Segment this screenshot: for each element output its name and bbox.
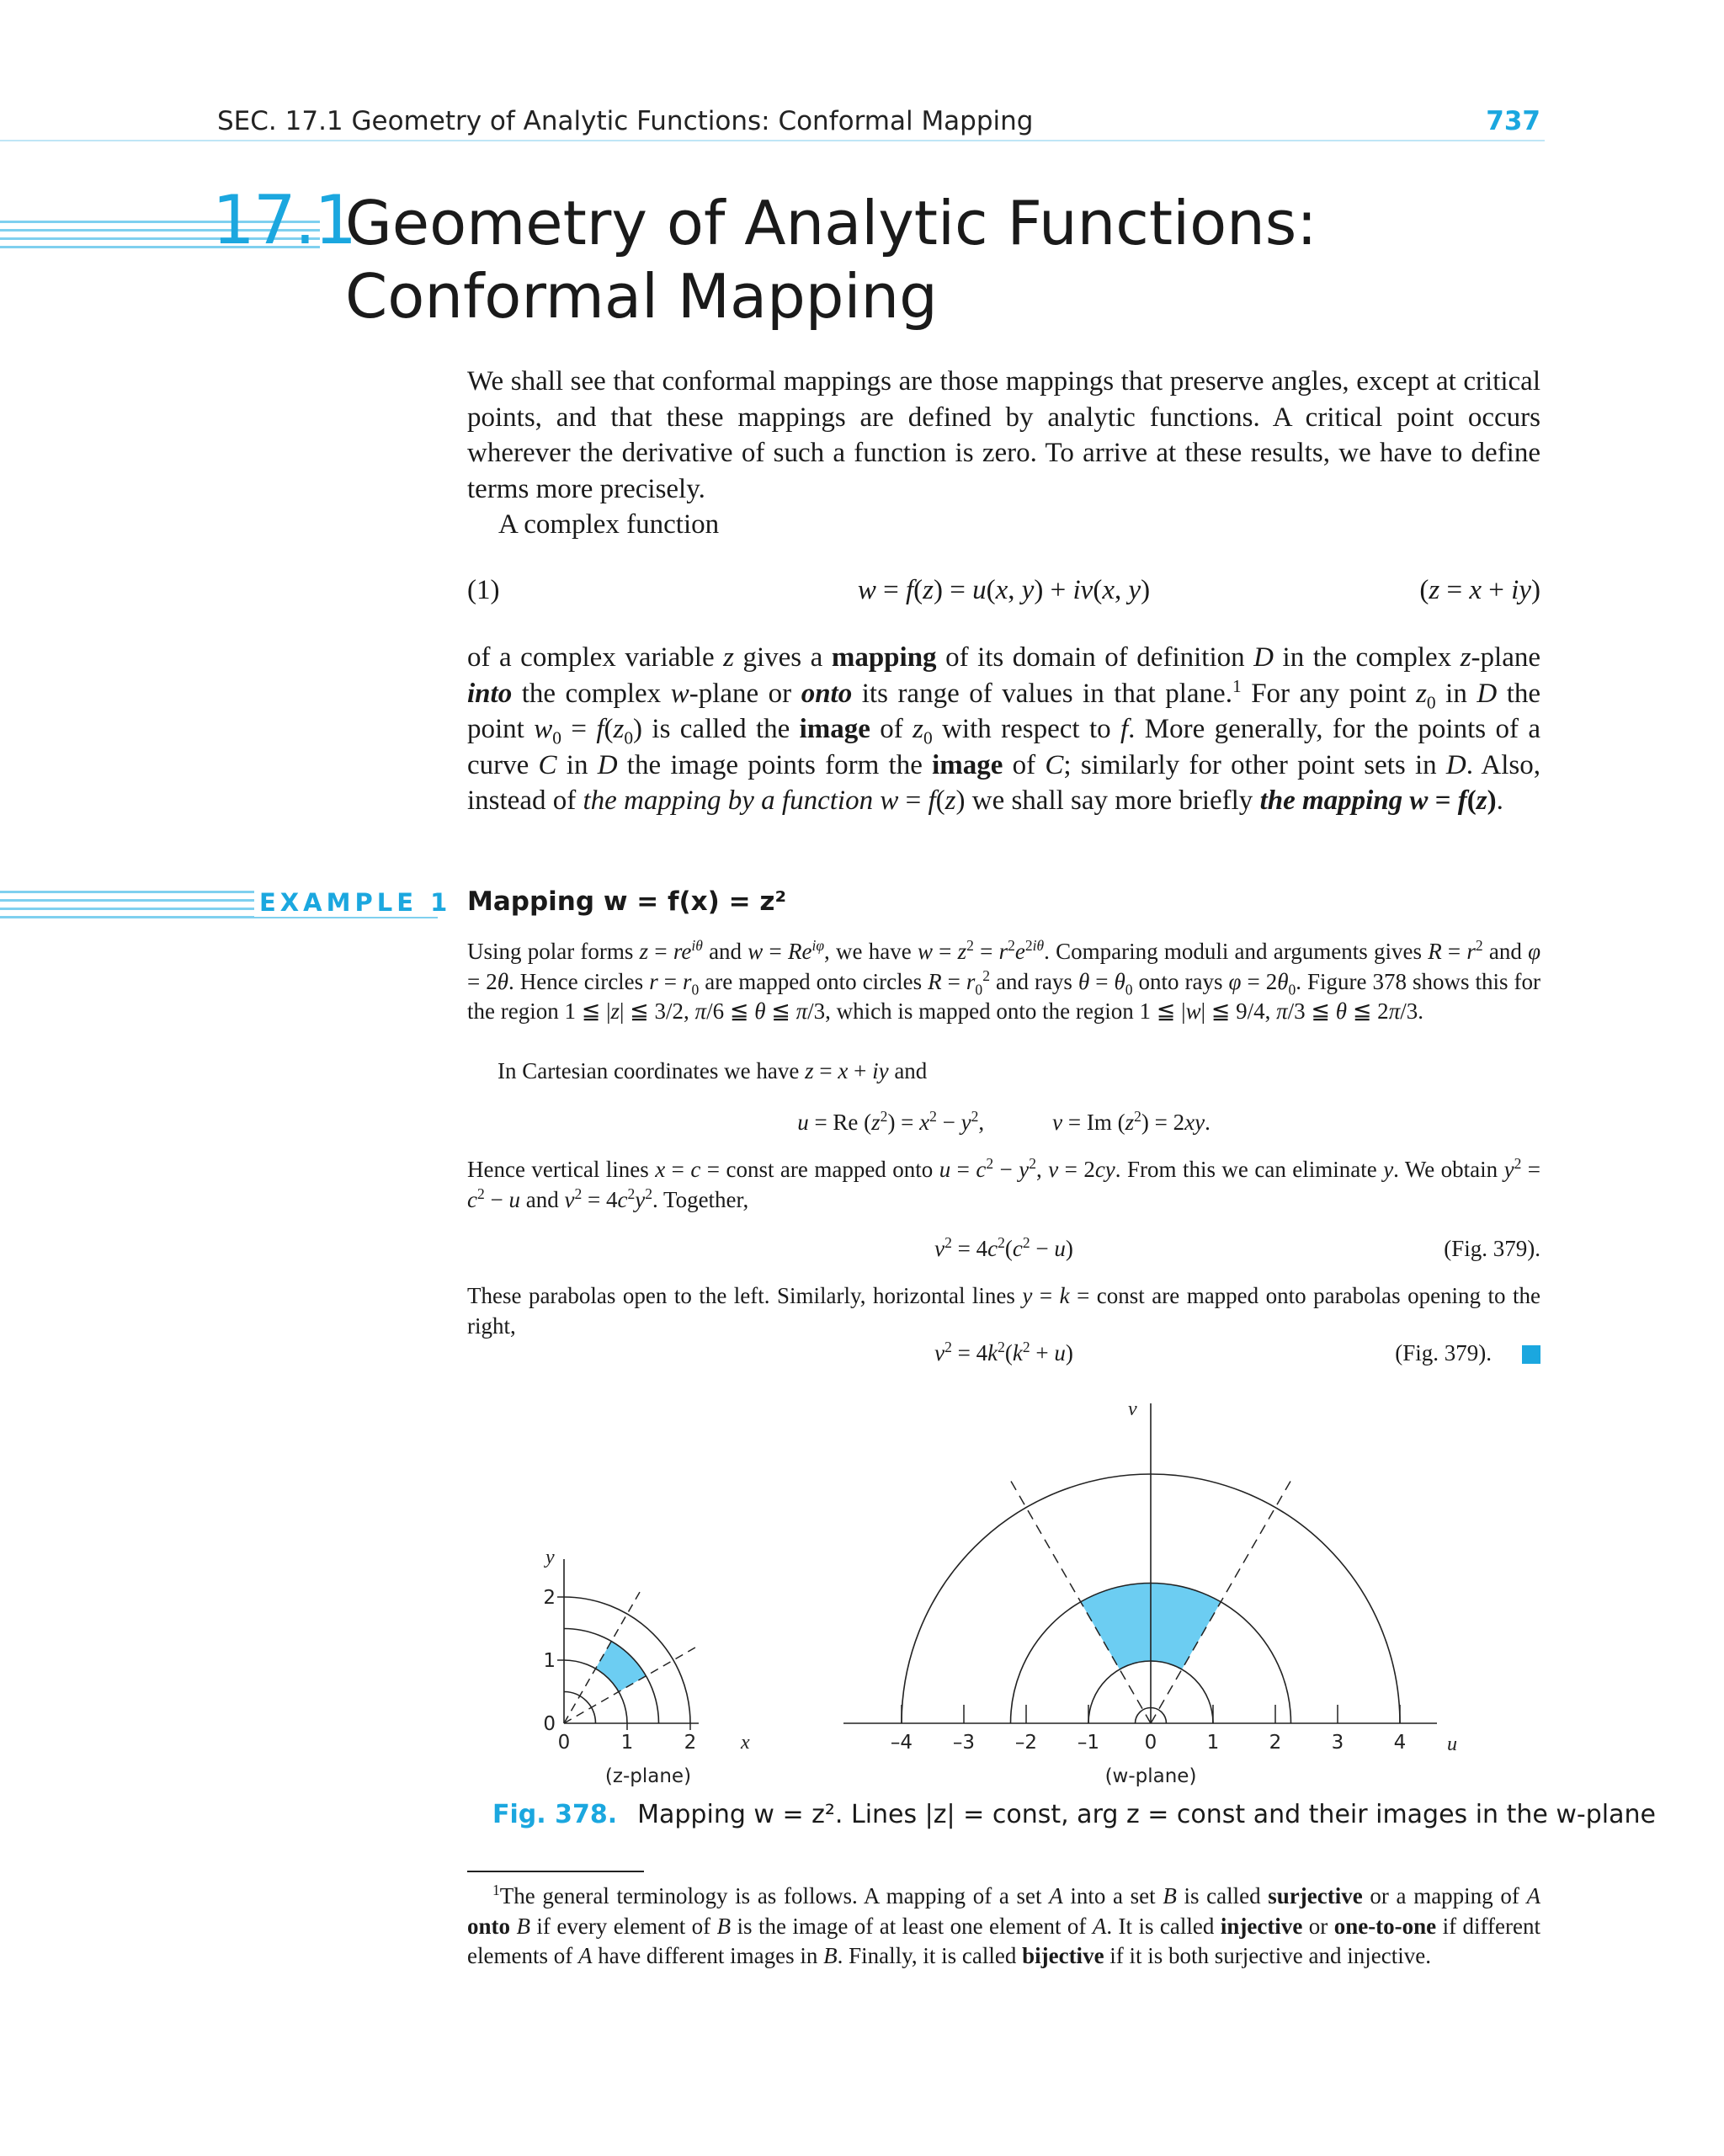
- running-head-section: SEC. 17.1 Geometry of Analytic Functions: Conformal Mapping: [217, 106, 1034, 136]
- footnote-rule: [467, 1871, 644, 1872]
- equation-number: (1): [467, 575, 500, 605]
- mapping-paragraph: of a complex variable z gives a mapping of its domain of definition D in the complex z-plane into the complex w-plane or onto its range of values in that plane.$^1$ For any point $z_0$ in D the point $w_0 = f(z_0)$ is called the image of $z_0$ with respect to f. More generally, for the points of a curve C in D the image points form the image of C; similarly for other point sets in D. Also, instead of the mapping by a function w = f(z) we shall say more briefly the mapping w = f(z).: [467, 642, 1541, 816]
- parabola-ref-2: (Fig. 379).: [1395, 1340, 1492, 1365]
- uv-equation: u = Re $(z^2) = x^2 - y^2$, v = Im $(z^2) = 2xy$.: [797, 1108, 1211, 1135]
- w-u-tick-label: 3: [1331, 1732, 1344, 1754]
- equation-condition: (z = x + iy): [1419, 575, 1540, 605]
- z-x-tick-label: 2: [684, 1732, 697, 1754]
- example-polar-paragraph: Using polar forms $z = re^{i\theta}$ and $w = Re^{i\varphi}$, we have $w = z^2 = r^2e^{2i\theta}$. Comparing moduli and arguments gives $R = r^2$ and φ = 2θ. Hence circles $r = r_0$ are mapped onto circles $R = r_0^2$ and rays $\theta = \theta_0$ onto rays $\varphi = 2\theta_0$. Figure 378 shows this for the region 1 ≦ |z| ≦ 3/2, π/6 ≦ θ ≦ π/3, which is mapped onto the region 1 ≦ |w| ≦ 9/4, π/3 ≦ θ ≦ 2π/3.: [467, 937, 1541, 1024]
- intro-text: We shall see that conformal mappings are those mappings that preserve angles, except at critical points, and that these mappings are defined by analytic functions. A critical point occurs wherever the derivative of such a function is zero. To arrive at these results, we have to define terms more precisely.: [467, 366, 1540, 504]
- parabola-equation-2: $v^2 = 4k^2(k^2 + u)$ (Fig. 379).: [467, 1340, 1540, 1371]
- equation-formula: w = f(z) = u(x, y) + iv(x, y): [857, 575, 1151, 605]
- footnote: $^1$The general terminology is as follows. A mapping of a set A into a set B is called surjective or a mapping of A onto B if every element of B is the image of at least one element of A. It is called injective or one-to-one if different elements of A have different images in B. Finally, it is called bijective if it is both surjective and injective.: [467, 1882, 1541, 1968]
- parabola-ref-1: (Fig. 379).: [1444, 1236, 1540, 1261]
- w-v-axis-label: v: [1128, 1398, 1137, 1420]
- intro-text-2: A complex function: [498, 509, 720, 540]
- figure-caption-label: Fig. 378.: [492, 1800, 618, 1829]
- z-y-tick-label: 2: [543, 1587, 556, 1609]
- figure-caption: [492, 1800, 1656, 1829]
- example-label: EXAMPLE 1: [254, 888, 456, 917]
- z-x-tick-label: 0: [557, 1732, 571, 1754]
- w-u-tick-label: 2: [1269, 1732, 1282, 1754]
- w-u-axis-label: u: [1447, 1733, 1457, 1755]
- z-region-fill: [596, 1642, 646, 1692]
- cartesian-intro: In Cartesian coordinates we have z = x + iy and: [498, 1058, 928, 1083]
- z-plane-diagram: [543, 1546, 750, 1787]
- z-y-tick-label: 1: [543, 1650, 556, 1672]
- parabola-equation-1: $v^2 = 4c^2(c^2 - u)$ (Fig. 379).: [934, 1234, 1540, 1261]
- w-u-tick-label: –1: [1077, 1732, 1100, 1754]
- w-u-tick-label: –3: [952, 1732, 976, 1754]
- w-plane-diagram: [843, 1398, 1457, 1787]
- w-u-tick-label: 4: [1393, 1732, 1407, 1754]
- section-title-line2: Conformal Mapping: [345, 261, 938, 332]
- z-y-tick-label: 0: [543, 1713, 556, 1735]
- w-u-tick-label: –4: [890, 1732, 913, 1754]
- figure-caption-text: Mapping w = z². Lines |z| = const, arg z = const and their images in the w-plane: [637, 1800, 1656, 1829]
- example-title: Mapping w = f(x) = z²: [467, 886, 787, 917]
- z-x-axis-label: x: [741, 1732, 750, 1754]
- w-u-tick-label: –2: [1014, 1732, 1038, 1754]
- section-title-line1: Geometry of Analytic Functions:: [345, 188, 1317, 258]
- parabola-paragraph: These parabolas open to the left. Similarly, horizontal lines y = k = const are mapped onto parabolas opening to the right,: [467, 1283, 1541, 1339]
- z-plane-label: (z-plane): [604, 1765, 692, 1787]
- w-u-tick-label: 0: [1144, 1732, 1157, 1754]
- page-number: 737: [1486, 106, 1540, 136]
- z-y-axis-label: y: [545, 1546, 555, 1568]
- z-x-tick-label: 1: [620, 1732, 634, 1754]
- section-number: 17.1: [212, 181, 356, 259]
- vertical-lines-paragraph: Hence vertical lines x = c = const are mapped onto $u = c^2 - y^2$, v = 2cy. From this we can eliminate y. We obtain $y^2 = c^2 - u$ and $v^2 = 4c^2y^2$. Together,: [467, 1155, 1541, 1212]
- w-u-tick-label: 1: [1206, 1732, 1220, 1754]
- w-plane-label: (w-plane): [1104, 1765, 1197, 1787]
